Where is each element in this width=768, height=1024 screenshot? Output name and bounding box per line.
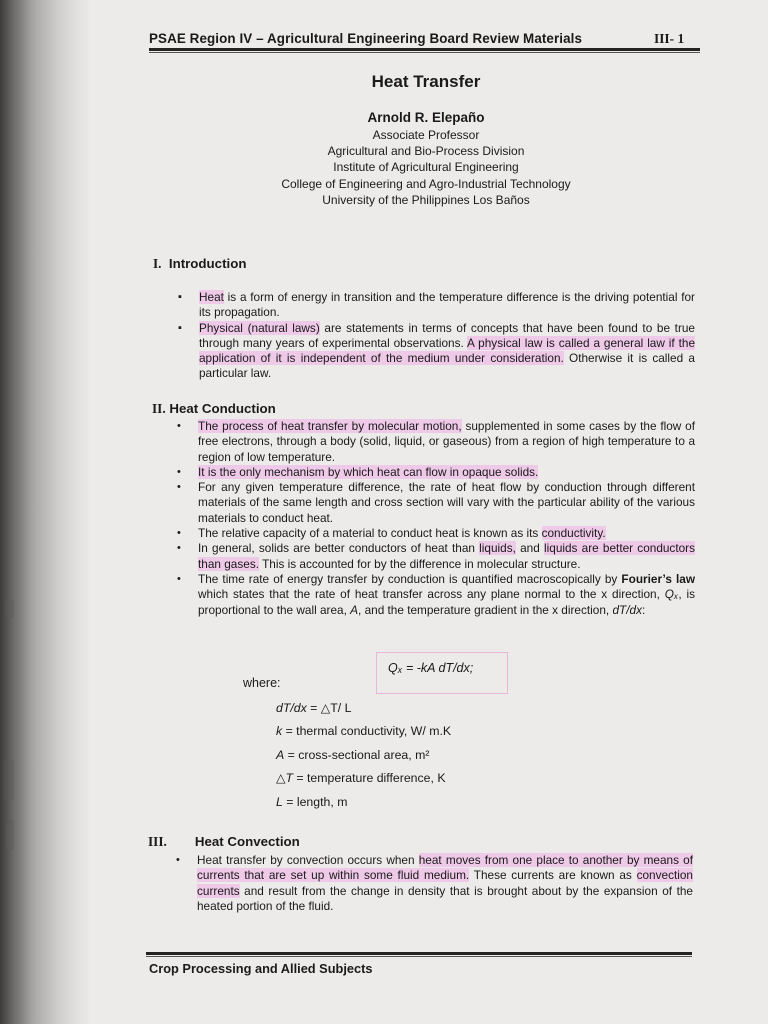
running-footer: Crop Processing and Allied Subjects — [149, 961, 373, 976]
affiliation-line: Associate Professor — [372, 128, 480, 142]
section-title: Introduction — [168, 256, 247, 271]
conduction-list — [174, 419, 695, 618]
section-heading-introduction — [153, 256, 246, 272]
list-item: ▪ Heat is a form of energy in transition and the temperature difference is the driving potential for its propagation. — [178, 290, 695, 320]
header-rule-thin — [149, 52, 700, 53]
list-item: • The time rate of energy transfer by conduction is quantified macroscopically by Fourier’s law which states that the rate of heat transfer across any plane normal to the x direction, Qₓ, is proportional to the wall area, A, and the temperature gradient in the x direction, dT/dx: — [177, 571, 695, 617]
page-number: III- 1 — [654, 31, 685, 46]
footer-rule — [146, 952, 692, 955]
section-title: Heat Conduction — [169, 401, 276, 416]
author-affiliation — [0, 127, 768, 208]
variable-definitions — [276, 697, 451, 814]
section-number: III. — [148, 834, 167, 849]
convection-list — [173, 853, 693, 914]
list-item: ▪ Physical (natural laws) are statements in terms of concepts that have been found to be true through many years of experimental observations. A physical law is called a general law if the application of it is independent of the medium under consideration. Otherwise it is called a particular law. — [178, 320, 696, 381]
introduction-list — [175, 290, 695, 382]
footer-rule-thin — [146, 956, 692, 957]
list-item: • Heat transfer by convection occurs when heat moves from one place to another by means of currents that are set up within some fluid medium. These currents are known as convection currents and result from the change in density that is brought about by the expansion of the heated portion of the fluid. — [176, 853, 693, 913]
definition-line: k = thermal conductivity, W/ m.K — [276, 724, 452, 739]
affiliation-line: College of Engineering and Agro-Industrial Technology — [281, 176, 571, 191]
list-item: • For any given temperature difference, the rate of heat flow by conduction through different materials of the same length and cross section will vary with the particular ability of the various materials to conduct heat. — [177, 480, 695, 525]
fourier-equation: Qₓ = -kA dT/dx; — [388, 661, 474, 675]
definition-line: A = cross-sectional area, m² — [276, 747, 430, 762]
section-heading-convection — [148, 834, 300, 850]
running-header: PSAE Region IV – Agricultural Engineering Board Review Materials — [149, 31, 583, 46]
section-heading-conduction — [152, 401, 276, 417]
document-title: Heat Transfer — [371, 72, 481, 91]
author-name: Arnold R. Elepaño — [367, 110, 485, 125]
affiliation-line: Agricultural and Bio-Process Division — [327, 144, 525, 159]
where-label: where: — [243, 676, 281, 690]
section-title: Heat Convection — [194, 834, 300, 849]
affiliation-line: Institute of Agricultural Engineering — [333, 160, 519, 175]
definition-line: L = length, m — [276, 794, 348, 809]
list-item: • The relative capacity of a material to conduct heat is known as its conductivity. — [177, 526, 606, 541]
list-item: • In general, solids are better conductors of heat than liquids, and liquids are better conductors than gases. This is accounted for by the difference in molecular structure. — [177, 541, 695, 571]
list-item: • The process of heat transfer by molecular motion, supplemented in some cases by the flow of free electrons, through a body (solid, liquid, or gaseous) from a region of high temperature to a region of low temperature. — [177, 419, 696, 464]
section-number: II. — [152, 401, 166, 416]
affiliation-line: University of the Philippines Los Baños — [322, 192, 530, 207]
list-item: • It is the only mechanism by which heat can flow in opaque solids. — [177, 464, 539, 479]
definition-line: △T = temperature difference, K — [276, 771, 446, 786]
header-rule — [149, 48, 700, 51]
definition-line: dT/dx = △T/ L — [276, 701, 352, 715]
section-number: I. — [153, 256, 162, 271]
